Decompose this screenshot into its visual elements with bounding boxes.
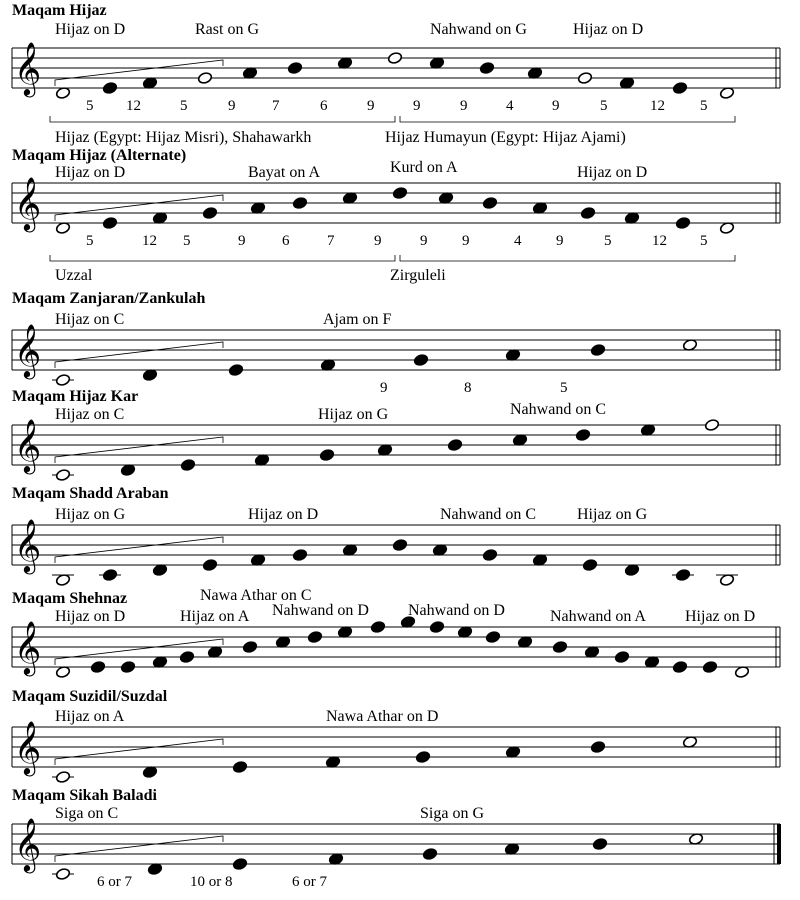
interval-number: 9 <box>413 98 421 114</box>
note-head <box>197 71 212 84</box>
jins-label: Hijaz on D <box>55 608 126 625</box>
note-head <box>55 770 70 783</box>
maqam-title: Maqam Sikah Baladi <box>12 787 157 804</box>
jins-label: Nahwand on A <box>550 608 646 625</box>
note-head <box>387 51 402 64</box>
interval-number: 9 <box>462 233 470 249</box>
maqam-title: Maqam Hijaz <box>12 2 107 19</box>
note-head <box>614 650 629 663</box>
maqam-title: Maqam Zanjaran/Zankulah <box>12 290 206 307</box>
note-head <box>55 373 70 386</box>
interval-number: 5 <box>600 98 608 114</box>
jins-label: Hijaz on D <box>577 164 648 181</box>
jins-label: Nahwand on C <box>510 401 606 418</box>
jins-bracket <box>55 639 223 665</box>
treble-clef-icon: 𝄞 <box>14 518 42 572</box>
interval-number: 8 <box>464 380 472 396</box>
interval-number: 9 <box>374 233 382 249</box>
note-head <box>429 620 444 633</box>
note-head <box>672 660 687 673</box>
jins-bracket <box>55 836 223 862</box>
note-head <box>307 630 322 643</box>
treble-clef-icon: 𝄞 <box>14 323 42 377</box>
note-head <box>575 428 590 441</box>
jins-bracket <box>55 537 223 563</box>
treble-clef-icon: 𝄞 <box>14 418 42 472</box>
jins-label: Hijaz on G <box>55 506 126 523</box>
sub-maqam-bracket <box>400 255 735 261</box>
treble-clef-icon: 𝄞 <box>14 176 42 230</box>
maqam-system <box>12 688 780 784</box>
interval-number: 9 <box>380 380 388 396</box>
jins-label: Hijaz on A <box>55 708 125 725</box>
jins-label: Hijaz on G <box>318 406 389 423</box>
jins-label: Hijaz on D <box>685 608 756 625</box>
interval-number: 5 <box>183 233 191 249</box>
maqam-system <box>12 388 780 482</box>
maqam-system <box>12 147 780 284</box>
interval-number: 9 <box>552 98 560 114</box>
interval-number: 12 <box>650 98 665 114</box>
note-head <box>228 363 243 376</box>
jins-label: Hijaz on G <box>577 506 648 523</box>
note-head <box>392 186 407 199</box>
treble-clef-icon: 𝄞 <box>14 817 42 871</box>
interval-number: 10 or 8 <box>190 874 233 890</box>
note-head <box>120 660 135 673</box>
interval-number: 9 <box>367 98 375 114</box>
jins-bracket <box>55 195 223 221</box>
interval-number: 9 <box>556 233 564 249</box>
maqam-system <box>12 485 780 604</box>
interval-number: 4 <box>506 98 514 114</box>
jins-label: Siga on C <box>55 805 119 822</box>
jins-label: Rast on G <box>195 21 259 38</box>
note-head <box>202 558 217 571</box>
note-head <box>292 548 307 561</box>
jins-bracket <box>55 342 223 368</box>
sub-maqam-name: Hijaz Humayun (Egypt: Hijaz Ajami) <box>385 129 626 146</box>
sub-maqam-name: Uzzal <box>55 267 93 284</box>
jins-label: Hijaz on C <box>55 406 125 423</box>
note-head <box>415 750 430 763</box>
note-head <box>232 760 247 773</box>
interval-number: 5 <box>180 98 188 114</box>
note-head <box>179 650 194 663</box>
sub-maqam-name: Hijaz (Egypt: Hijaz Misri), Shahawarkh <box>55 129 312 146</box>
note-head <box>447 438 462 451</box>
interval-number: 7 <box>327 233 335 249</box>
note-head <box>232 857 247 870</box>
maqam-system <box>12 590 780 679</box>
note-head <box>482 548 497 561</box>
jins-label: Hijaz on D <box>248 506 319 523</box>
jins-label: Nahwand on C <box>440 506 536 523</box>
note-head <box>102 216 117 229</box>
interval-number: 6 <box>282 233 290 249</box>
interval-number: 5 <box>700 233 708 249</box>
jins-bracket <box>55 739 223 765</box>
interval-number: 5 <box>604 233 612 249</box>
interval-number: 9 <box>460 98 468 114</box>
maqam-title: Maqam Suzidil/Suzdal <box>12 688 168 705</box>
note-head <box>292 196 307 209</box>
note-head <box>675 568 690 581</box>
jins-label: Kurd on A <box>390 159 458 176</box>
interval-number: 6 <box>320 98 328 114</box>
note-head <box>287 61 302 74</box>
note-head <box>422 847 437 860</box>
note-head <box>180 458 195 471</box>
jins-label: Hijaz on A <box>180 608 250 625</box>
note-head <box>242 640 257 653</box>
jins-label: Hijaz on D <box>573 21 644 38</box>
jins-label: Siga on G <box>420 805 484 822</box>
interval-number: 5 <box>86 233 94 249</box>
note-head <box>582 558 597 571</box>
note-head <box>90 660 105 673</box>
sub-maqam-bracket <box>50 255 395 261</box>
sub-maqam-name: Zirguleli <box>390 267 446 284</box>
jins-bracket <box>55 60 223 86</box>
jins-label: Hijaz on D <box>55 21 126 38</box>
jins-label: Nahwand on G <box>430 21 527 38</box>
treble-clef-icon: 𝄞 <box>14 720 42 774</box>
jins-label: Nahwand on D <box>272 602 369 619</box>
interval-number: 7 <box>272 98 280 114</box>
interval-number: 6 or 7 <box>97 874 132 890</box>
interval-number: 5 <box>560 380 568 396</box>
note-head <box>485 630 500 643</box>
jins-label: Nahwand on D <box>408 602 505 619</box>
maqam-title: Maqam Hijaz (Alternate) <box>12 147 187 164</box>
final-barline <box>777 824 781 864</box>
maqam-system <box>12 290 780 396</box>
note-head <box>102 568 117 581</box>
interval-number: 5 <box>700 98 708 114</box>
sub-maqam-bracket <box>400 116 735 122</box>
note-head <box>580 206 595 219</box>
jins-label: Nawa Athar on C <box>200 587 312 604</box>
note-head <box>482 196 497 209</box>
jins-label: Nawa Athar on D <box>326 708 439 725</box>
interval-number: 4 <box>514 233 522 249</box>
note-head <box>672 81 687 94</box>
note-head <box>704 418 719 431</box>
interval-number: 9 <box>420 233 428 249</box>
note-head <box>675 216 690 229</box>
note-head <box>590 343 605 356</box>
note-head <box>202 206 217 219</box>
note-head <box>55 867 70 880</box>
interval-number: 6 or 7 <box>292 874 327 890</box>
interval-number: 12 <box>126 98 141 114</box>
maqam-title: Maqam Shehnaz <box>12 590 128 607</box>
note-head <box>319 448 334 461</box>
note-head <box>102 81 117 94</box>
note-head <box>552 640 567 653</box>
note-head <box>577 71 592 84</box>
jins-bracket <box>55 437 223 463</box>
note-head <box>55 468 70 481</box>
note-head <box>479 61 494 74</box>
maqam-system <box>12 2 780 146</box>
treble-clef-icon: 𝄞 <box>14 41 42 95</box>
jins-label: Ajam on F <box>323 311 392 328</box>
jins-label: Hijaz on C <box>55 311 125 328</box>
note-head <box>590 740 605 753</box>
jins-label: Bayat on A <box>248 164 320 181</box>
jins-label: Hijaz on D <box>55 164 126 181</box>
interval-number: 9 <box>238 233 246 249</box>
sub-maqam-bracket <box>50 116 395 122</box>
maqam-system <box>12 787 781 890</box>
interval-number: 9 <box>228 98 236 114</box>
note-head <box>392 538 407 551</box>
note-head <box>370 620 385 633</box>
interval-number: 12 <box>142 233 157 249</box>
note-head <box>413 353 428 366</box>
interval-number: 5 <box>86 98 94 114</box>
note-head <box>702 660 717 673</box>
note-head <box>592 837 607 850</box>
interval-number: 12 <box>652 233 667 249</box>
maqam-title: Maqam Shadd Araban <box>12 485 169 502</box>
maqam-title: Maqam Hijaz Kar <box>12 388 139 405</box>
treble-clef-icon: 𝄞 <box>14 620 42 674</box>
